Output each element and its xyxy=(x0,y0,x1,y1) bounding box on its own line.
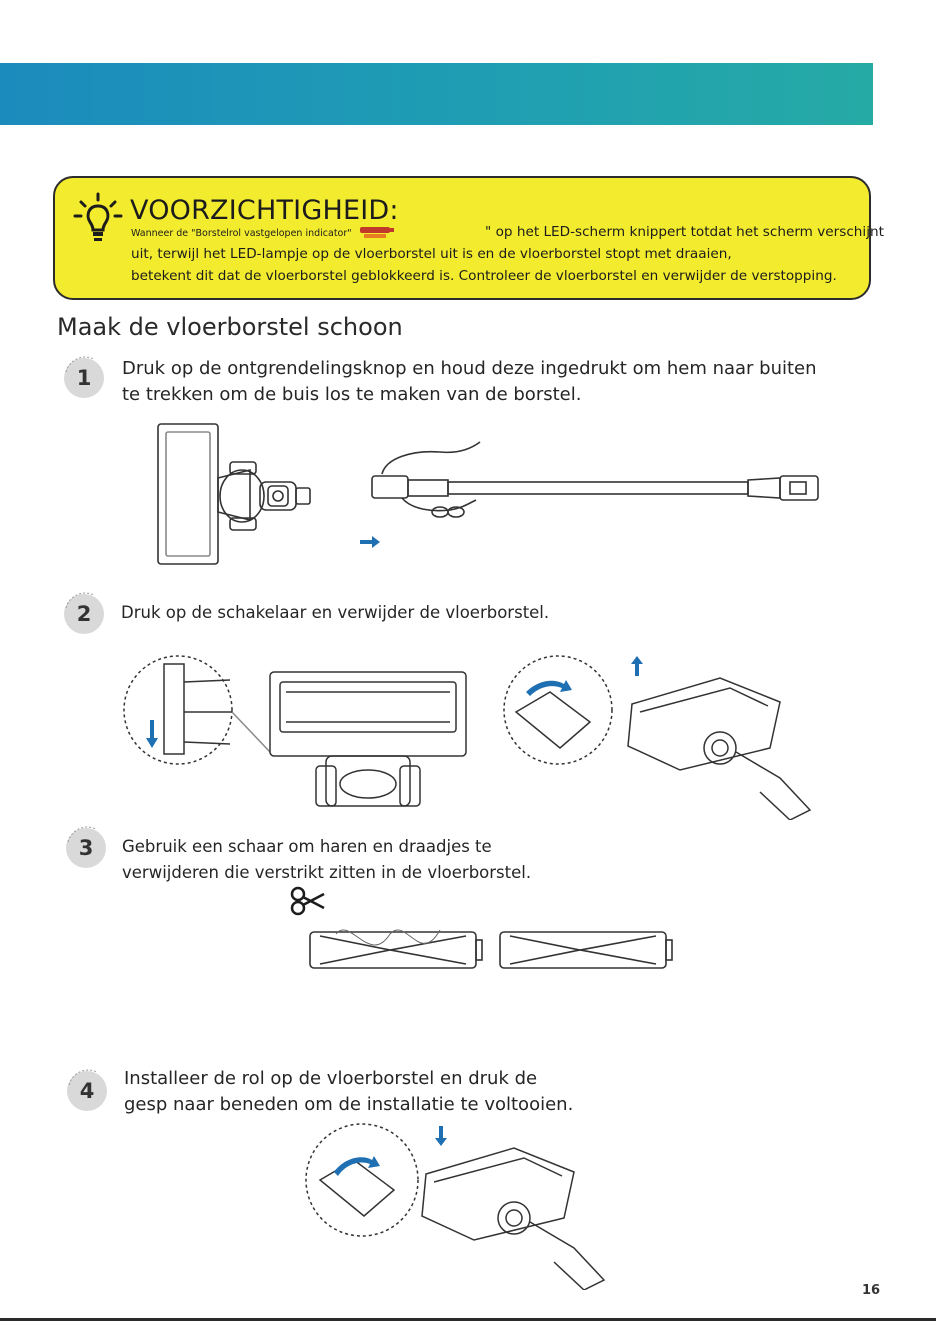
step-2-text xyxy=(121,600,549,626)
caution-text-line-1-rest: " op het LED-scherm knippert totdat het scherm verschijnt xyxy=(485,224,884,240)
page-number: 16 xyxy=(861,1283,881,1298)
step-1-line-2: te trekken om de buis los te maken van de borstel. xyxy=(122,384,582,405)
caution-indicator-label: Wanneer de "Borstelrol vastgelopen indicator" xyxy=(131,228,352,239)
lightbulb-icon xyxy=(73,192,123,244)
step-4-line-2: gesp naar beneden om de installatie te voltooien. xyxy=(124,1094,574,1115)
caution-text-line-1 xyxy=(131,224,400,240)
step-3-line-2: verwijderen die verstrikt zitten in de vloerborstel. xyxy=(122,863,532,882)
bottom-rule xyxy=(0,1318,936,1321)
header-band xyxy=(0,63,873,125)
step-2-badge xyxy=(60,590,106,636)
step-4-badge xyxy=(63,1067,109,1113)
rotate-arrow-icon xyxy=(526,680,572,696)
step-2-number: 2 xyxy=(76,602,92,626)
step-4-illustration xyxy=(300,1120,620,1290)
pull-arrow-icon xyxy=(360,536,380,548)
step-3-illustration xyxy=(280,886,680,976)
down-arrow-icon xyxy=(146,720,158,748)
down-arrow-icon xyxy=(435,1126,447,1146)
step-3-line-1: Gebruik een schaar om haren en draadjes te xyxy=(122,837,492,856)
step-4-line-1: Installeer de rol op de vloerborstel en druk de xyxy=(124,1068,538,1089)
step-1-badge xyxy=(60,354,106,400)
up-arrow-icon xyxy=(631,656,643,676)
step-2-illustration xyxy=(120,652,820,820)
step-1-number: 1 xyxy=(76,366,92,390)
scissors-icon xyxy=(292,888,324,914)
caution-text-line-2: uit, terwijl het LED-lampje op de vloerborstel uit is en de vloerborstel stopt met draaien, xyxy=(131,246,732,262)
caution-title: VOORZICHTIGHEID: xyxy=(130,195,399,226)
brush-roll-jam-indicator-icon xyxy=(358,224,396,240)
step-1-text xyxy=(122,356,817,408)
step-3-badge xyxy=(62,824,108,870)
step-4-number: 4 xyxy=(79,1079,95,1103)
step-3-text xyxy=(122,834,531,886)
caution-text-line-3: betekent dit dat de vloerborstel geblokkeerd is. Controleer de vloerborstel en verwijder de verstopping. xyxy=(131,268,837,284)
step-1-illustration xyxy=(150,418,830,568)
step-1-line-1: Druk op de ontgrendelingsknop en houd deze ingedrukt om hem naar buiten xyxy=(122,358,817,379)
section-title: Maak de vloerborstel schoon xyxy=(57,313,403,341)
step-4-text xyxy=(124,1066,573,1118)
step-3-number: 3 xyxy=(78,836,94,860)
step-2-line-1: Druk op de schakelaar en verwijder de vloerborstel. xyxy=(121,603,550,622)
rotate-arrow-icon xyxy=(334,1156,380,1176)
